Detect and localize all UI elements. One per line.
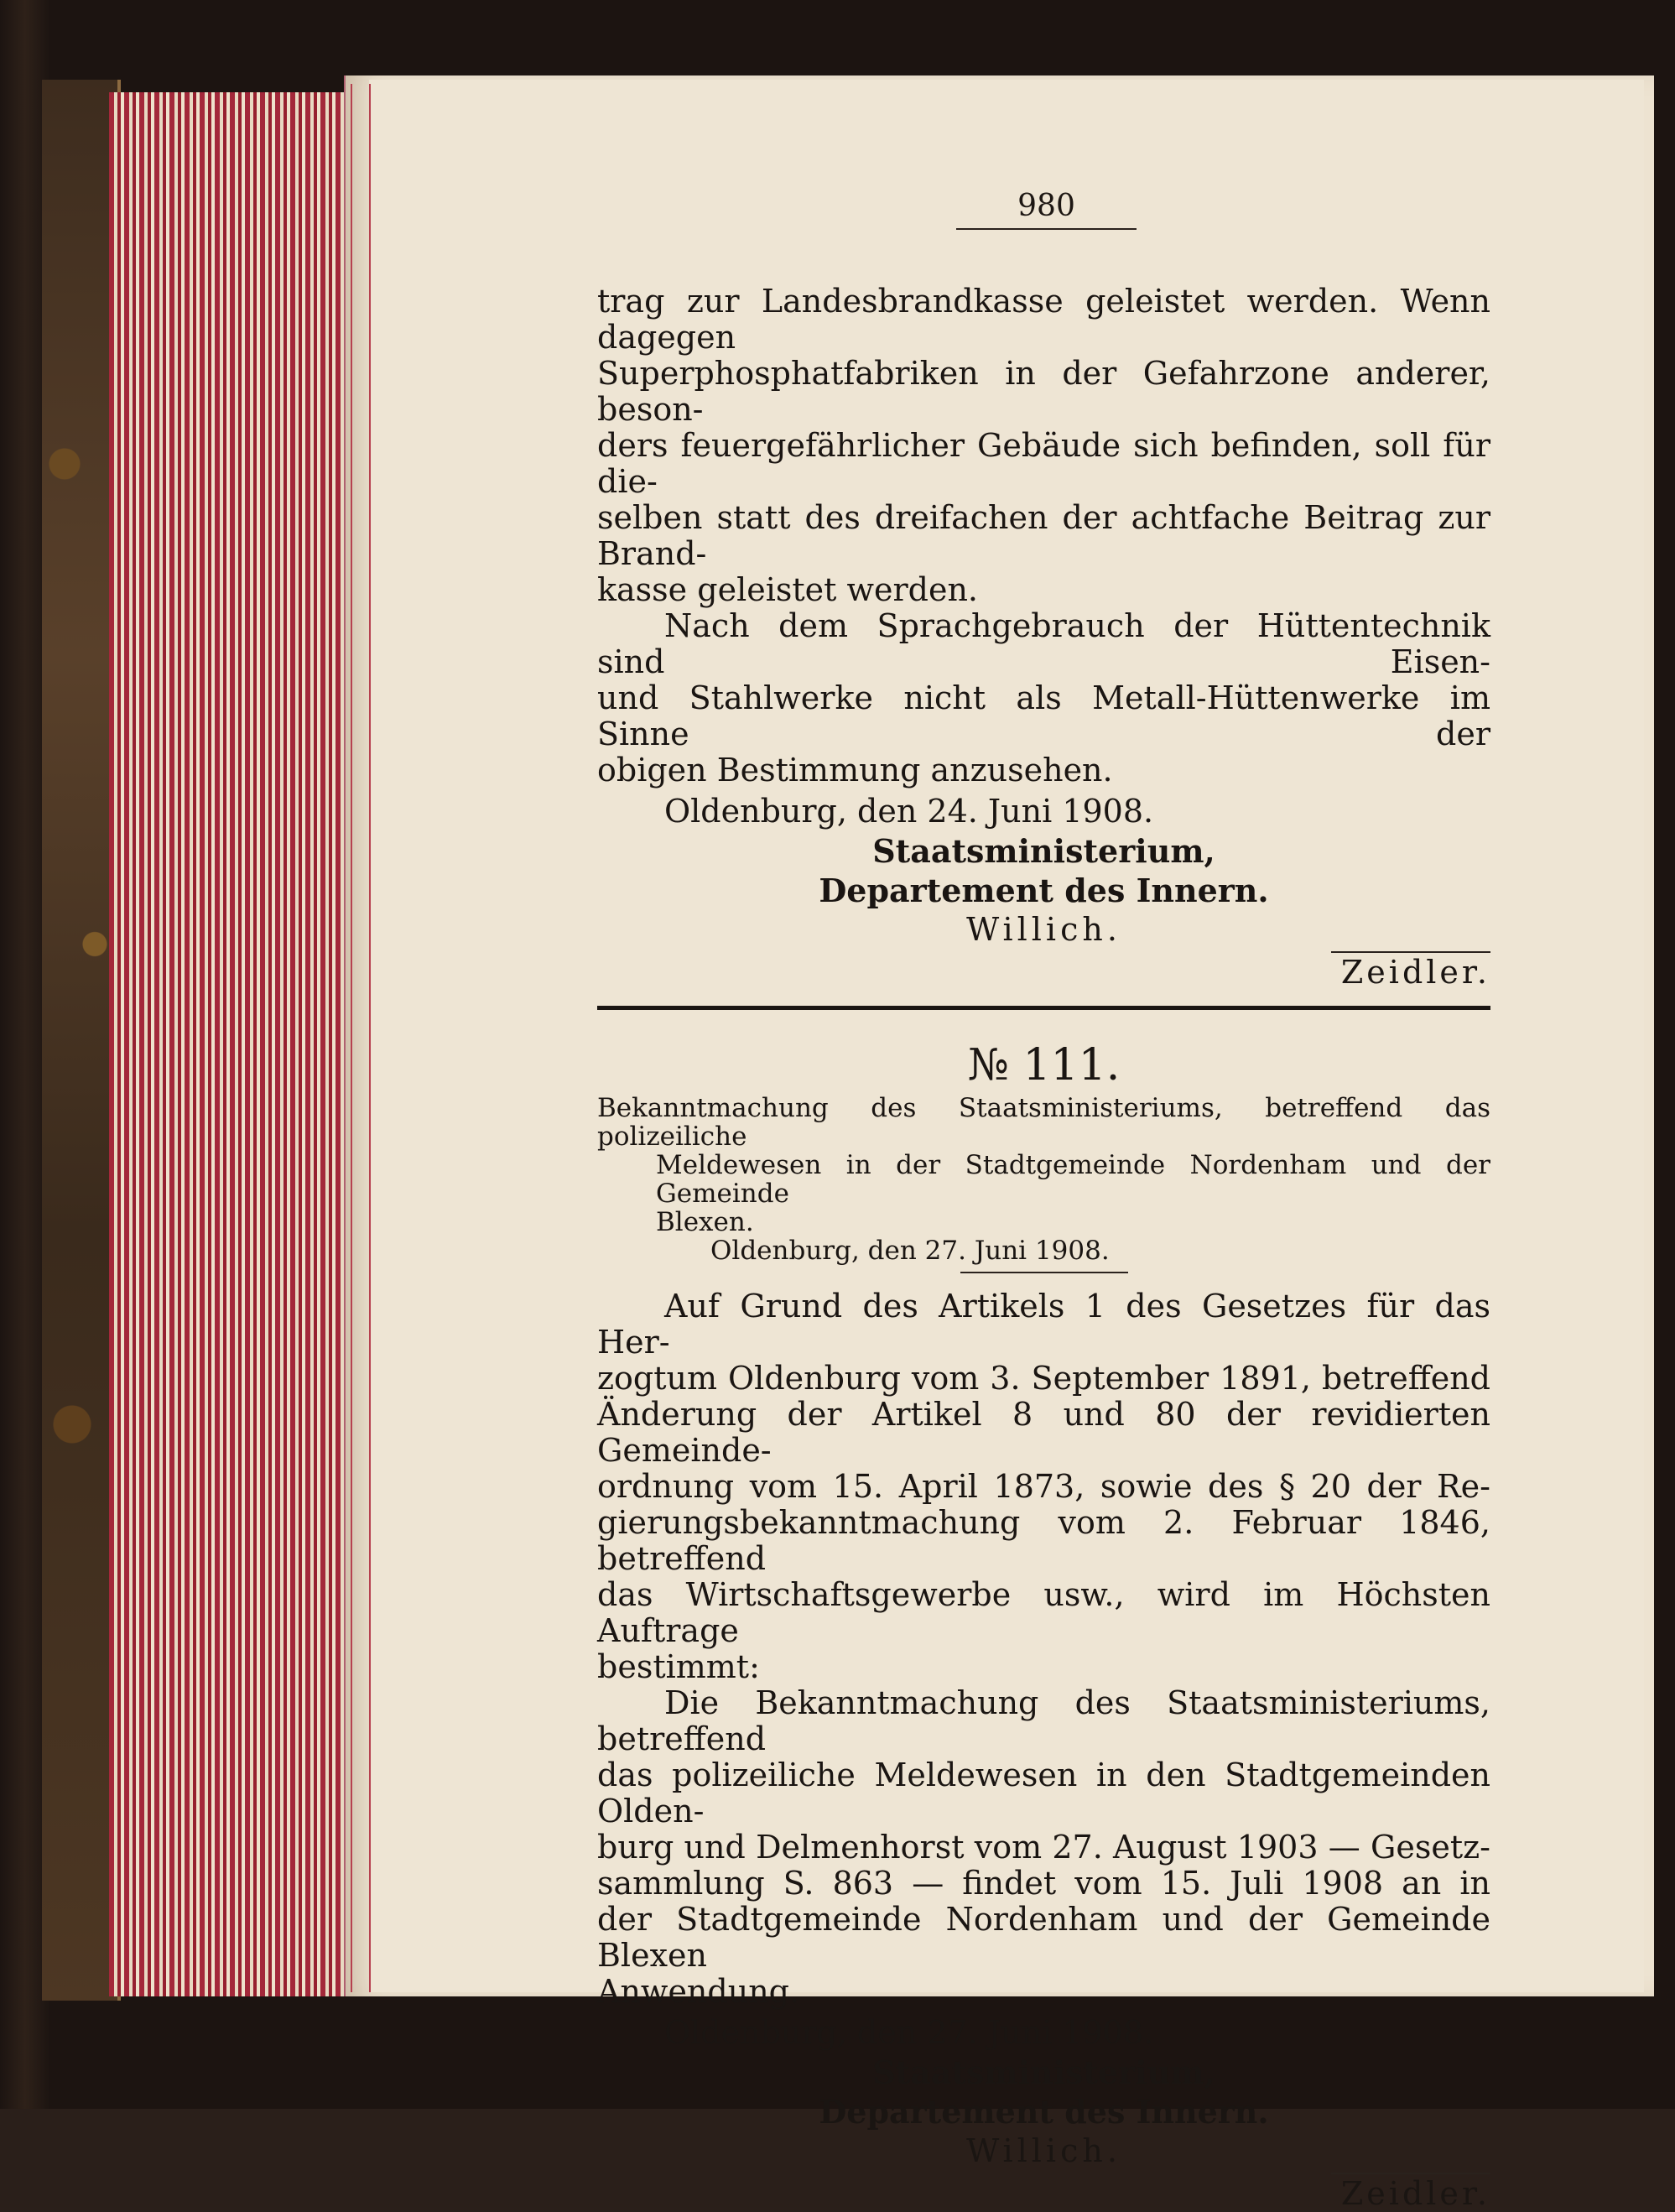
authority-line: Departement des Innern.: [819, 2093, 1269, 2131]
signature: Willich.: [966, 911, 1121, 948]
signature: Willich.: [966, 2132, 1121, 2169]
text-line: der Stadtgemeinde Nordenham und der Gemeinde Blexen: [597, 1901, 1490, 1974]
page-number: 980: [956, 189, 1137, 230]
text-line: Die Bekanntmachung des Staatsministeriums, betreffend: [597, 1684, 1490, 1757]
signature-rule: [1331, 2173, 1490, 2174]
text-line: Änderung der Artikel 8 und 80 der revidierten Gemeinde-: [597, 1396, 1490, 1469]
page-edge-line: [369, 84, 371, 1992]
section-1: [597, 284, 1490, 991]
page-edge-line: [351, 84, 352, 1992]
text-line: gierungsbekanntmachung vom 2. Februar 1846, betreffend: [597, 1504, 1490, 1577]
text-line: Superphosphatfabriken in der Gefahrzone anderer, beson-: [597, 355, 1490, 428]
text-line: burg und Delmenhorst vom 27. August 1903 — Gesetz-: [597, 1829, 1490, 1866]
countersignature: Zeidler.: [1340, 954, 1490, 991]
page-text: [597, 284, 1490, 2212]
title-date: Oldenburg, den 27. Juni 1908.: [710, 1236, 1110, 1266]
section-number: № 111.: [967, 1040, 1121, 1090]
section-title: [597, 1094, 1490, 1265]
countersignature: Zeidler.: [1340, 2175, 1490, 2212]
text-line: trag zur Landesbrandkasse geleistet werden. Wenn dagegen: [597, 283, 1490, 356]
text-line: selben statt des dreifachen der achtfache Beitrag zur Brand-: [597, 499, 1490, 572]
title-line: Meldewesen in der Stadtgemeinde Nordenham und der Gemeinde: [656, 1150, 1490, 1209]
date-line: Oldenburg, den 24. Juni 1908.: [664, 793, 1154, 830]
date-line: Oldenburg, den 27. Juni 1908.: [664, 2014, 1154, 2051]
text-line: sammlung S. 863 — findet vom 15. Juli 1908 an in: [597, 1865, 1490, 1902]
title-line: Bekanntmachung des Staatsministeriums, betreffend das polizeiliche: [597, 1093, 1490, 1152]
title-rule: [960, 1272, 1128, 1273]
text-line: obigen Bestimmung anzusehen.: [597, 752, 1113, 789]
text-line: bestimmt:: [597, 1648, 760, 1685]
title-line: Blexen.: [656, 1207, 754, 1237]
text-line: ordnung vom 15. April 1873, sowie des § 20 der Re-: [597, 1468, 1490, 1505]
section-2: [597, 1040, 1490, 2212]
text-line: Auf Grund des Artikels 1 des Gesetzes für das Her-: [597, 1288, 1490, 1361]
text-line: kasse geleistet werden.: [597, 571, 979, 608]
section-divider: [597, 1006, 1490, 1010]
authority-line: Departement des Innern.: [819, 872, 1269, 909]
signature-rule: [1331, 951, 1490, 953]
text-line: ders feuergefährlicher Gebäude sich befinden, soll für die-: [597, 427, 1490, 500]
text-line: und Stahlwerke nicht als Metall-Hüttenwerke im Sinne der: [597, 679, 1490, 752]
authority-line: Staatsministerium,: [872, 2053, 1215, 2091]
page-edges: [109, 92, 361, 1996]
text-line: zogtum Oldenburg vom 3. September 1891, betreffend: [597, 1360, 1490, 1397]
text-line: das Wirtschaftsgewerbe usw., wird im Höchsten Auftrage: [597, 1576, 1490, 1649]
authority-line: Staatsministerium,: [872, 832, 1215, 870]
text-line: Nach dem Sprachgebrauch der Hüttentechnik sind Eisen-: [597, 607, 1490, 680]
text-line: das polizeiliche Meldewesen in den Stadtgemeinden Olden-: [597, 1757, 1490, 1829]
text-line: Anwendung.: [597, 1973, 800, 2010]
